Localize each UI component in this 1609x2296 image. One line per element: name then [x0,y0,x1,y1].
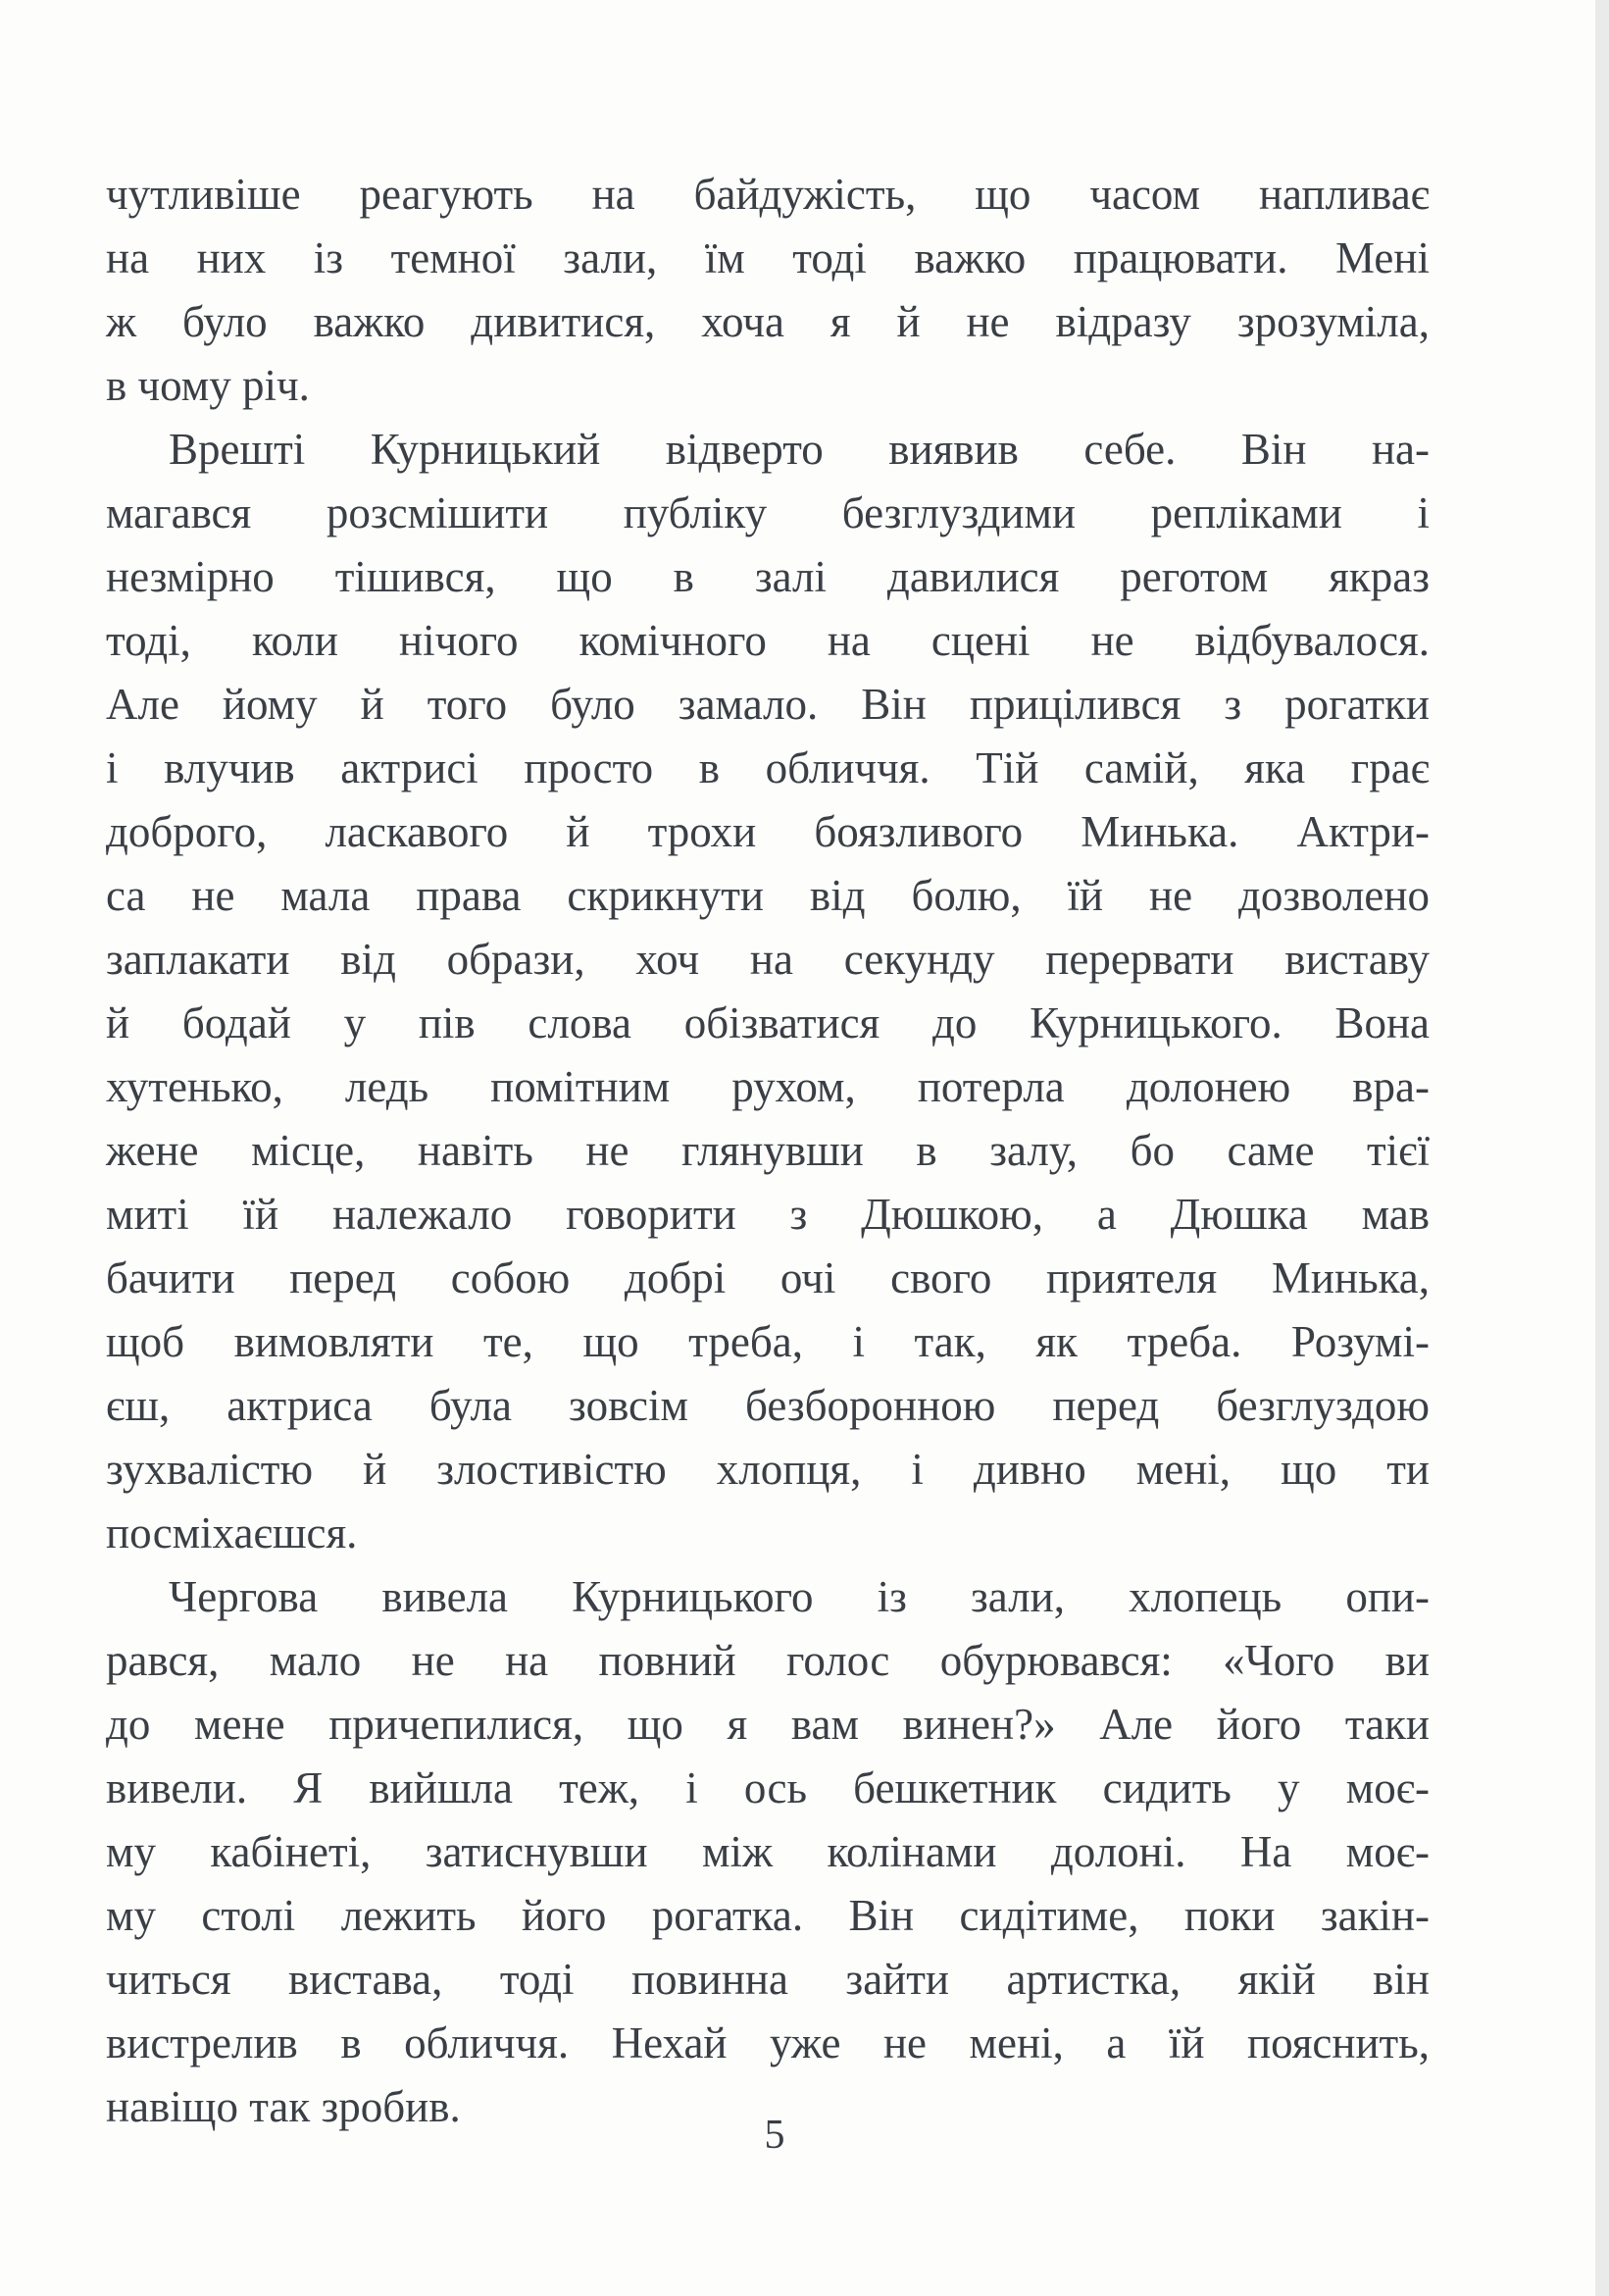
text-line: Чергова вивела Курницького із зали, хлопець опи- [169,1572,1430,1621]
text-line: чутливіше реагують на байдужість, що часом напливає [106,170,1430,219]
text-line: незмірно тішився, що в залі давилися реготом якраз [106,552,1430,601]
paragraph-3 [106,1565,1430,2139]
text-line: до мене причепилися, що я вам винен?» Але його таки [106,1700,1430,1749]
text-line: са не мала права скрикнути від болю, їй не дозволено [106,871,1430,920]
text-line: щоб вимовляти те, що треба, і так, як треба. Розумі- [106,1317,1430,1366]
page-edge-shadow [1595,0,1609,2296]
text-line: доброго, ласкавого й трохи боязливого Минька. Актри- [106,807,1430,856]
text-line: заплакати від образи, хоч на секунду перервати виставу [106,935,1430,984]
text-line: на них із темної зали, їм тоді важко працювати. Мені [106,233,1430,282]
text-line: посміхаєшся. [106,1508,358,1557]
text-line: й бодай у пів слова обізватися до Курницького. Вона [106,998,1430,1047]
text-line: зухвалістю й злостивістю хлопця, і дивно мені, що ти [106,1445,1430,1494]
text-line: миті їй належало говорити з Дюшкою, а Дюшка мав [106,1190,1430,1239]
text-line: Але йому й того було замало. Він прицілився з рогатки [106,680,1430,729]
paragraph-1 [106,163,1430,418]
text-line: рався, мало не на повний голос обурювався: «Чого ви [106,1636,1430,1685]
text-line: і влучив актрисі просто в обличчя. Тій самій, яка грає [106,743,1430,792]
text-line: му кабінеті, затиснувши між колінами долоні. На моє- [106,1827,1430,1876]
text-line: Врешті Курницький відверто виявив себе. Він на- [169,425,1430,474]
text-line: читься вистава, тоді повинна зайти артистка, якій він [106,1955,1430,2004]
page-number: 5 [764,2113,785,2158]
body-text [106,163,1430,2139]
text-line: магався розсмішити публіку безглуздими репліками і [106,488,1430,537]
text-line: бачити перед собою добрі очі свого приятеля Минька, [106,1253,1430,1302]
text-line: тоді, коли нічого комічного на сцені не відбувалося. [106,616,1430,665]
text-line: в чому річ. [106,361,310,410]
paragraph-2 [106,418,1430,1565]
text-line: вистрелив в обличчя. Нехай уже не мені, а їй пояснить, [106,2018,1430,2067]
text-line: вивели. Я вийшла теж, і ось бешкетник сидить у моє- [106,1763,1430,1812]
text-line: навіщо так зробив. [106,2082,461,2131]
text-line: му столі лежить його рогатка. Він сидітиме, поки закін- [106,1891,1430,1940]
text-line: хутенько, ледь помітним рухом, потерла долонею вра- [106,1062,1430,1111]
text-line: єш, актриса була зовсім безборонною перед безглуздою [106,1381,1430,1430]
text-line: ж було важко дивитися, хоча я й не відразу зрозуміла, [106,297,1430,346]
text-line: жене місце, навіть не глянувши в залу, бо саме тієї [106,1126,1430,1175]
